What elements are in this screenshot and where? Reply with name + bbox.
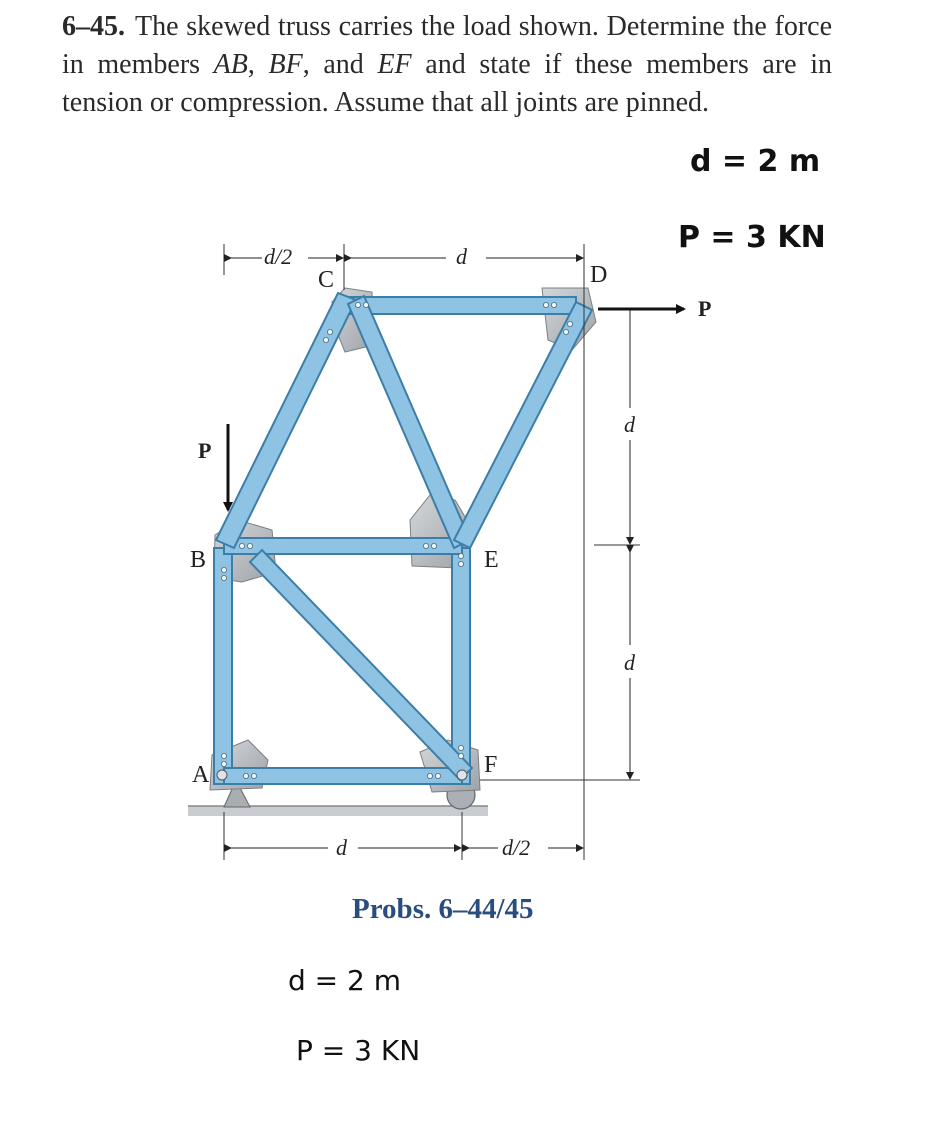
problem-number: 6–45. bbox=[62, 11, 125, 42]
load-horizontal-label: P bbox=[698, 296, 712, 321]
dim-right-lower: d bbox=[624, 650, 635, 675]
joint-label-d: D bbox=[590, 262, 608, 288]
member-ce bbox=[348, 296, 470, 548]
member-bf-ref: BF bbox=[268, 49, 303, 80]
sep-1: , bbox=[247, 49, 269, 80]
joint-label-c: C bbox=[318, 267, 335, 293]
dim-top-right: d bbox=[456, 244, 467, 269]
truss-members bbox=[214, 293, 592, 784]
given-p-top: P = 3 KN bbox=[678, 220, 826, 255]
member-bf bbox=[250, 550, 472, 780]
member-ab-ref: AB bbox=[213, 49, 248, 80]
member-cd bbox=[344, 297, 576, 314]
member-bc bbox=[216, 293, 356, 548]
joint-label-b: B bbox=[190, 547, 207, 573]
load-vertical-label: P bbox=[198, 438, 212, 463]
joint-label-a: A bbox=[192, 762, 210, 788]
member-ef-ref: EF bbox=[377, 49, 412, 80]
given-d-top: d = 2 m bbox=[690, 144, 821, 179]
joint-label-f: F bbox=[484, 752, 498, 778]
dim-right-upper: d bbox=[624, 412, 635, 437]
problem-text-1: The skewed truss carries the load shown. Determine the force in members bbox=[62, 11, 832, 80]
figure-caption: Probs. 6–44/45 bbox=[352, 893, 534, 925]
member-af bbox=[224, 768, 462, 784]
dim-bottom-left: d bbox=[336, 835, 347, 860]
dim-bottom-right: d/2 bbox=[502, 835, 531, 860]
dim-top-left: d/2 bbox=[264, 244, 293, 269]
member-ed bbox=[454, 302, 592, 548]
problem-text-2: and state if these members are in tension or compression. Assume that all joints are pinned. bbox=[62, 49, 833, 118]
given-p-bottom: P = 3 KN bbox=[296, 1034, 421, 1067]
given-d-bottom: d = 2 m bbox=[288, 964, 402, 997]
member-ab bbox=[214, 548, 232, 784]
joint-label-e: E bbox=[484, 547, 499, 573]
sep-2: , and bbox=[302, 49, 378, 80]
